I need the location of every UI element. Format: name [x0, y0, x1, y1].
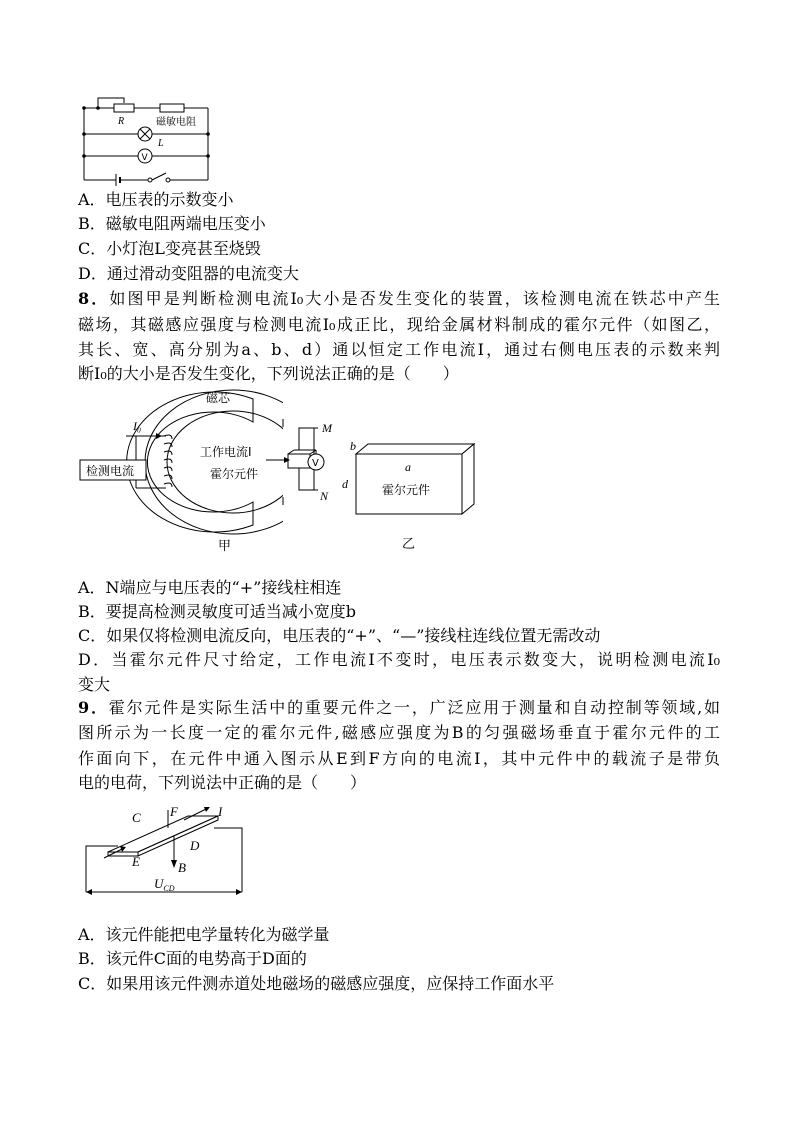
- q9-stem-line-3: 作面向下，在元件中通入图示从E到F方向的电流I，其中元件中的载流子是带负: [78, 749, 720, 768]
- q9-stem-line-1: 9．霍尔元件是实际生活中的重要元件之一，广泛应用于测量和自动控制等领域,如: [78, 698, 720, 717]
- i-label: I: [218, 804, 223, 819]
- caption-yi: 乙: [402, 537, 416, 552]
- e-label: E: [132, 854, 140, 869]
- q8-stem-line-2: 磁场，其磁感应强度与检测电流I₀成正比，现给金属材料制成的霍尔元件（如图乙，: [78, 315, 720, 334]
- q9-option-b: B．该元件C面的电势高于D面的: [78, 949, 307, 968]
- core-label: 磁芯: [206, 391, 231, 405]
- magnetoresistor-label: 磁敏电阻: [156, 117, 196, 128]
- q7-option-a: A．电压表的示数变小: [78, 190, 234, 209]
- q8-option-d-cont: 变大: [78, 675, 111, 694]
- q8-stem-line-3: 其长、宽、高分别为a、b、d）通以恒定工作电流I，通过右侧电压表的示数来判: [78, 340, 720, 359]
- core-ring-outline: [78, 384, 338, 556]
- a-label: a: [405, 460, 411, 474]
- r-label: R: [118, 116, 125, 127]
- q9-option-c: C．如果用该元件测赤道处地磁场的磁感应强度，应保持工作面水平: [78, 974, 555, 993]
- q8-number: 8．: [78, 289, 110, 308]
- q8-option-c: C．如果仅将检测电流反向，电压表的“+”、“—”接线柱连线位置无需改动: [78, 626, 601, 645]
- f-label: F: [170, 804, 178, 819]
- b-field-label: B: [178, 860, 186, 875]
- m-label: M: [322, 421, 332, 435]
- q8-option-b: B．要提高检测灵敏度可适当减小宽度b: [78, 602, 357, 621]
- hall-element-figure: [78, 800, 248, 902]
- voltmeter-label: V: [312, 458, 319, 469]
- q8-stem-line-4: 断I₀的大小是否发生变化，下列说法正确的是（ ）: [78, 364, 459, 383]
- detect-current-label: 检测电流: [86, 464, 135, 478]
- q7-option-d: D．通过滑动变阻器的电流变大: [78, 264, 299, 283]
- ucd-label: $U_{CD}$: [154, 876, 175, 893]
- caption-jia: 甲: [218, 539, 232, 554]
- q7-option-b: B．磁敏电阻两端电压变小: [78, 214, 266, 233]
- circuit-figure: [78, 94, 218, 189]
- q9-number: 9．: [78, 698, 109, 717]
- q7-option-c: C．小灯泡L变亮甚至烧毁: [78, 239, 261, 258]
- b-label: b: [350, 439, 356, 453]
- voltmeter-v-label: V: [141, 153, 148, 163]
- q9-stem-line-2: 图所示为一长度一定的霍尔元件,磁感应强度为B的匀强磁场垂直于霍尔元件的工: [78, 723, 720, 742]
- n-label: N: [320, 489, 329, 503]
- i0-label: I₀: [133, 419, 142, 433]
- lamp-l-label: L: [158, 138, 164, 149]
- d-label: d: [342, 477, 348, 491]
- c-label: C: [132, 810, 141, 825]
- q8-option-d: D．当霍尔元件尺寸给定，工作电流I不变时，电压表示数变大，说明检测电流I₀: [78, 650, 720, 669]
- hall-element-yi-label: 霍尔元件: [382, 483, 431, 497]
- work-current-label: 工作电流I: [200, 445, 252, 459]
- q9-stem-line-4: 电的电荷，下列说法中正确的是（ ）: [78, 773, 367, 792]
- q9-option-a: A．该元件能把电学量转化为磁学量: [78, 925, 330, 944]
- d-face-label: D: [190, 838, 200, 853]
- q8-stem-line-1: 8．如图甲是判断检测电流I₀大小是否发生变化的装置，该检测电流在铁芯中产生: [78, 289, 720, 308]
- figure-yi: [340, 436, 480, 554]
- q8-option-a: A．N端应与电压表的“+”接线柱相连: [78, 578, 342, 597]
- hall-element-label: 霍尔元件: [210, 467, 259, 481]
